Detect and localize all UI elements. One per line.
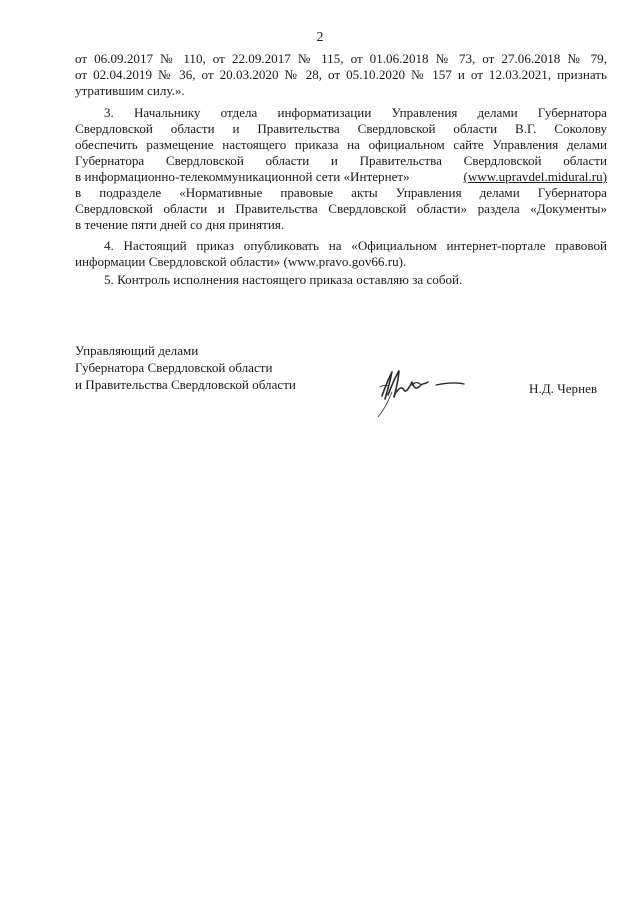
signatory-name: Н.Д. Чернев <box>529 381 598 396</box>
paragraph-4-line: информации Свердловской области» (www.pravo.gov66.ru). <box>75 254 407 269</box>
paragraph-4-line: 4. Настоящий приказ опубликовать на «Официальном интернет-портале правовой <box>104 238 607 253</box>
paragraph-3-line <box>75 169 607 185</box>
handwritten-signature <box>368 362 478 420</box>
paragraph-3-line: обеспечить размещение настоящего приказа на официальном сайте Управления делами <box>75 137 607 152</box>
signatory-title-line: и Правительства Свердловской области <box>75 377 296 392</box>
website-url: (www.upravdel.midural.ru) <box>463 169 607 184</box>
paragraph-3-line: в подразделе «Нормативные правовые акты Управления делами Губернатора <box>75 185 607 200</box>
body-line: утратившим силу.». <box>75 83 185 98</box>
line-text: в информационно-телекоммуникационной сети «Интернет» <box>75 169 410 184</box>
body-line: от 02.04.2019 № 36, от 20.03.2020 № 28, от 05.10.2020 № 157 и от 12.03.2021, признать <box>75 67 607 82</box>
paragraph-3-line: 3. Начальнику отдела информатизации Управления делами Губернатора <box>104 105 607 120</box>
body-line: от 06.09.2017 № 110, от 22.09.2017 № 115, от 01.06.2018 № 73, от 27.06.2018 № 79, <box>75 51 607 66</box>
paragraph-5-line: 5. Контроль исполнения настоящего приказа оставляю за собой. <box>104 272 463 287</box>
paragraph-3-line: Свердловской области и Правительства Свердловской области В.Г. Соколову <box>75 121 607 136</box>
paragraph-3-line: Губернатора Свердловской области и Правительства Свердловской области <box>75 153 607 168</box>
paragraph-3-line: Свердловской области и Правительства Свердловской области» раздела «Документы» <box>75 201 607 216</box>
signatory-title-line: Губернатора Свердловской области <box>75 360 273 375</box>
paragraph-3-line: в течение пяти дней со дня принятия. <box>75 217 285 232</box>
signatory-title-line: Управляющий делами <box>75 343 199 358</box>
page-number: 2 <box>316 30 324 45</box>
